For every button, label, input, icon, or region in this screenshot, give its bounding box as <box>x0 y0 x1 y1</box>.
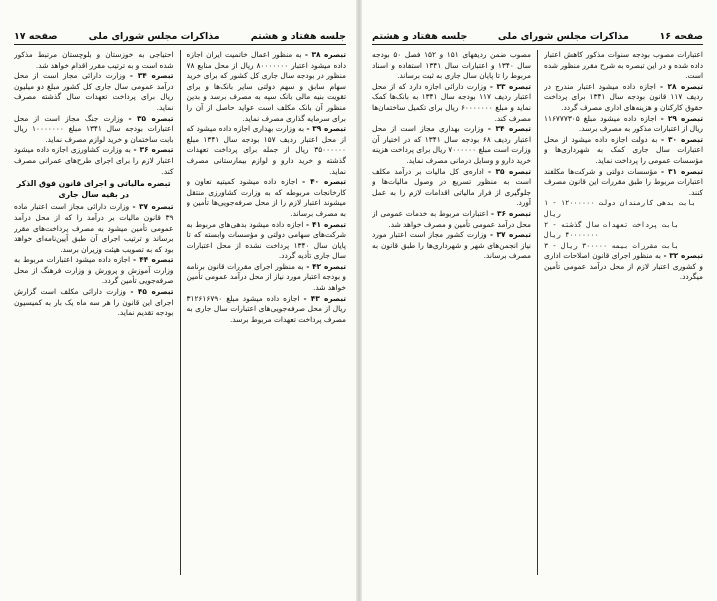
clause-text: به وزارت بهداری اجازه داده میشود که از محل اعتبار ردیف ۱۵۷ بودجه سال ۱۳۴۱ مبلغ ۳۵۰۰۰۰۰۰ ریال از جمله برای پرداخت تعهدات گذشته و خرید دارو و لوازم بیمارستانی مصرف نماید. <box>186 124 346 176</box>
clause-text: اجازه داده میشود اعتبارات مربوط به وزارت آموزش و پرورش و وزارت فرهنگ از محل صرفه‌جویی تأمین گردد. <box>14 255 174 286</box>
clause-label: تبصره ۳۷ - <box>132 202 174 212</box>
paragraph <box>14 202 174 255</box>
clause-text: به وزارت کشاورزی اجازه داده میشود اعتبار لازم را برای اجرای طرح‌های عمرانی مصرف کند. <box>14 145 174 176</box>
text-columns <box>14 50 346 575</box>
paragraph: ۱ - بابت بدهی کارمندان دولت ۱۲۰۰۰۰۰۰ ریال <box>544 199 696 218</box>
paragraph: ۲ - بابت پرداخت تعهدات سال گذشته ۴۰۰۰۰۰۰۰ ریال <box>544 220 679 240</box>
column-left <box>372 50 531 575</box>
clause-label: تبصره ۳۴ - <box>487 124 531 134</box>
paragraph <box>187 50 347 124</box>
clause-text: اجازه داده میشود کمیتیه تعاون و کارخانجات مربوطه که به وزارت کشاورزی منتقل میشوند اعتبار لازم را از محل صرفه‌جویی‌ها تأمین و به مصرف برساند. <box>186 177 346 218</box>
paragraph <box>544 50 703 82</box>
clause-text: وزارت جنگ مجاز است از محل اعتبارات بودجه سال ۱۳۴۱ مبلغ ۱۰۰۰۰۰۰۰ ریال بابت ساختمان و خرید لوازم مصرف نماید. <box>14 113 174 144</box>
clause-label: تبصره ۳۹ - <box>306 124 346 134</box>
clause-label: تبصره ۳۰ - <box>661 134 703 144</box>
clause-label: تبصره ۳۶ - <box>133 145 174 155</box>
clause-text: مصوب ضمن ردیفهای ۱۵۱ و ۱۵۲ فصل ۵۰ بودجه سال ۱۳۴۰ و اعتبارات سال ۱۳۴۱ استفاده و اسناد مربوط را تا پایان سال جاری به ثبت برساند. <box>372 50 531 81</box>
clause-text: اجازه داده میشود مبلغ ۳۱۲۶۱۶۷۹۰ ریال از محل صرفه‌جویی‌های اعتبارات سال جاری به مصرف پرداخت تعهدات مربوط برسد. <box>186 293 346 324</box>
clause-text: وزارت دارائی اجازه دارد که از محل اعتبار ردیف ۱۱۷ بودجه سال ۱۳۴۱ به بانک‌ها کمک نماید و مبلغ ۶۰۰۰۰۰۰۰ ریال برای تکمیل ساختمان‌ها مصرف کند. <box>372 81 531 123</box>
clause-label: تبصره ۳۲ - <box>663 251 703 261</box>
clause-label: تبصره ۴۵ - <box>130 287 174 297</box>
clause-label: تبصره ۲۹ - <box>660 113 703 123</box>
page-header <box>14 20 346 42</box>
paragraph <box>544 114 703 135</box>
clause-text: وزارت دارائی مجاز است اعتبار ماده ۳۹ قانون مالیات بر درآمد را که از محل درآمد عمومی تأمین میشود به مصرف پرداخت‌های مقرر برساند و ترتیب اجرای آن طبق آیین‌نامه‌ای خواهد بود که به تصویب هیئت وزیران برسد. <box>14 202 174 254</box>
clause-text: اداره‌ی کل مالیات بر درآمد مکلف است به منظور تسریع در وصول مالیات‌ها و جلوگیری از فرار مالیاتی اقدامات لازم را به عمل آورد. <box>372 166 531 208</box>
column-right <box>187 50 347 575</box>
clause-label: تبصره ۳۵ - <box>128 113 174 123</box>
clause-label: تبصره ۳۶ - <box>490 208 531 218</box>
clause-text: وزارت دارائی مجاز است از محل درآمد عمومی سال جاری کل کشور مبلغ دو میلیون ریال برای پرداخت تعهدات سال گذشته مصرف نماید. <box>14 71 174 112</box>
paragraph <box>372 209 531 230</box>
paragraph <box>187 262 347 294</box>
clause-text: اجازه داده میشود مبلغ ۱۱۶۷۷۷۳۰۵ ریال از اعتبارات مذکور به مصرف برسد. <box>544 113 703 134</box>
clause-text: وزارت بهداری مجاز است از محل اعتبار ردیف ۶۸ بودجه سال ۱۳۴۱ که در اختیار آن وزارت است مبلغ ۷۰۰۰۰۰۰ ریال برای پرداخت هزینه خرید دارو و وسایل درمانی مصرف نماید. <box>372 124 531 165</box>
paragraph: ۳ - بابت مقررات بیمه ۳۰۰۰۰۰ ریال <box>544 241 679 250</box>
text-columns <box>372 50 703 575</box>
clause-text: اعتبارات مربوط به خدمات عمومی از محل درآمد عمومی تأمین و مصرف خواهد شد. <box>372 208 531 229</box>
paragraph <box>372 50 531 82</box>
publication-title: مذاکرات مجلس شورای ملی <box>497 31 629 42</box>
clause-text: اجازه داده میشود اعتبار مندرج در ردیف ۱۱۷ قانون بودجه سال ۱۳۴۱ برای پرداخت حقوق کارکنان و هزینه‌های اداری مصرف گردد. <box>544 81 703 112</box>
paragraph <box>544 82 703 114</box>
clause-label: تبصره ۳۱ - <box>660 166 703 176</box>
column-divider <box>537 50 538 575</box>
clause-label: تبصره ۳۴ - <box>129 71 174 81</box>
paragraph <box>14 71 174 113</box>
paragraph <box>14 50 174 71</box>
clause-label: تبصره ۴۰ - <box>302 177 346 187</box>
clause-text: به منظور اعمال خاتمیت ایران اجازه داده میشود اعتبار ۸۰۰۰۰۰۰۰ ریال از محل منابع ۷۸ منظور در بودجه سال جاری کل کشور که برای خرید سهام سابق و سهم دولتی سایر بانک‌ها و برای تقویت بنیه مالی بانک سپه به مصرف برسد و بدین منظور آن بانک مکلف است عواید حاصل از آن را برای سرمایه گذاری مصرف نماید. <box>186 50 346 123</box>
paragraph <box>372 82 531 124</box>
clause-label: تبصره ۴۳ - <box>303 293 346 303</box>
clause-label: تبصره ۳۷ - <box>489 230 531 240</box>
page-header <box>372 20 703 42</box>
clause-text: احتیاجی به خوزستان و بلوچستان مرتبط مذکور شده است و به ترتیب مقرر اقدام خواهد شد. <box>14 50 174 70</box>
paragraph <box>544 135 703 167</box>
clause-label: تبصره ۳۵ - <box>487 166 531 176</box>
page-17 <box>4 0 356 601</box>
clause-text: به دولت اجازه داده میشود از محل اعتبارات سال جاری کمک به شهرداری‌ها و مؤسسات عمومی را پرداخت نماید. <box>544 134 703 165</box>
paragraph <box>187 294 347 326</box>
column-left <box>14 50 174 575</box>
clause-text: وزارت کشور مجاز است اعتبار مورد نیاز انجمن‌های شهر و شهرداری‌ها را طبق قانون به مصرف برساند. <box>372 230 531 261</box>
section-heading: تبصره مالیاتی و اجرای قانون فوق الذکر در بقیه سال جاری <box>16 179 171 199</box>
page-number: صفحه ۱۶ <box>659 31 703 42</box>
paragraph <box>14 287 174 319</box>
clause-text: وزارت دارائی مکلف است گزارش اجرای این قانون را هر سه ماه یک بار به کمیسیون بودجه تقدیم نماید. <box>14 287 174 318</box>
clause-label: تبصره ۴۱ - <box>306 219 346 229</box>
header-rule <box>14 44 346 45</box>
clause-text: اعتبارات مصوب بودجه سنوات مذکور کاهش اعتبار داده شده و در این تبصره به شرح مقرر منظور شده است. <box>544 50 703 81</box>
paragraph <box>14 145 174 177</box>
column-right <box>544 50 703 575</box>
clause-text: مؤسسات دولتی و شرکت‌ها مکلفند اعتبارات مربوط را طبق مقررات این قانون مصرف کنند. <box>544 166 703 197</box>
clause-text: به منظور اجرای قانون اصلاحات اداری و کشوری اعتبار لازم از محل درآمد عمومی تأمین میگردد. <box>544 251 703 282</box>
header-rule <box>372 44 703 45</box>
clause-text: به منظور اجرای مقررات قانون برنامه و بودجه اعتبار مورد نیاز از محل درآمد عمومی تأمین خواهد شد. <box>186 261 346 293</box>
paragraph <box>14 114 174 146</box>
column-divider <box>180 50 181 575</box>
paragraph <box>187 124 347 177</box>
clause-label: تبصره ۲۸ - <box>660 81 703 91</box>
session-label: جلسه هفتاد و هشتم <box>250 31 346 42</box>
clause-label: تبصره ۳۸ - <box>304 50 346 59</box>
paragraph <box>187 177 347 219</box>
session-label: جلسه هفتاد و هشتم <box>372 31 468 42</box>
paragraph <box>544 251 703 283</box>
paragraph <box>372 230 531 262</box>
clause-text: اجازه داده میشود بدهی‌های مربوط به شرکت‌های سهامی دولتی و مؤسسات وابسته که تا پایان سال ۱۳۴۰ پرداخت نشده از محل اعتبارات سال جاری تأدیه گردد. <box>186 219 346 261</box>
publication-title: مذاکرات مجلس شورای ملی <box>88 31 220 42</box>
paragraph <box>372 167 531 209</box>
clause-label: تبصره ۴۲ - <box>306 261 346 271</box>
paragraph <box>187 220 347 262</box>
page-16 <box>362 0 713 601</box>
page-number: صفحه ۱۷ <box>14 31 58 42</box>
paragraph <box>14 255 174 287</box>
paragraph <box>372 124 531 166</box>
clause-label: تبصره ۳۳ - <box>489 81 531 91</box>
paragraph <box>544 167 703 199</box>
clause-label: تبصره ۴۴ - <box>133 255 174 265</box>
